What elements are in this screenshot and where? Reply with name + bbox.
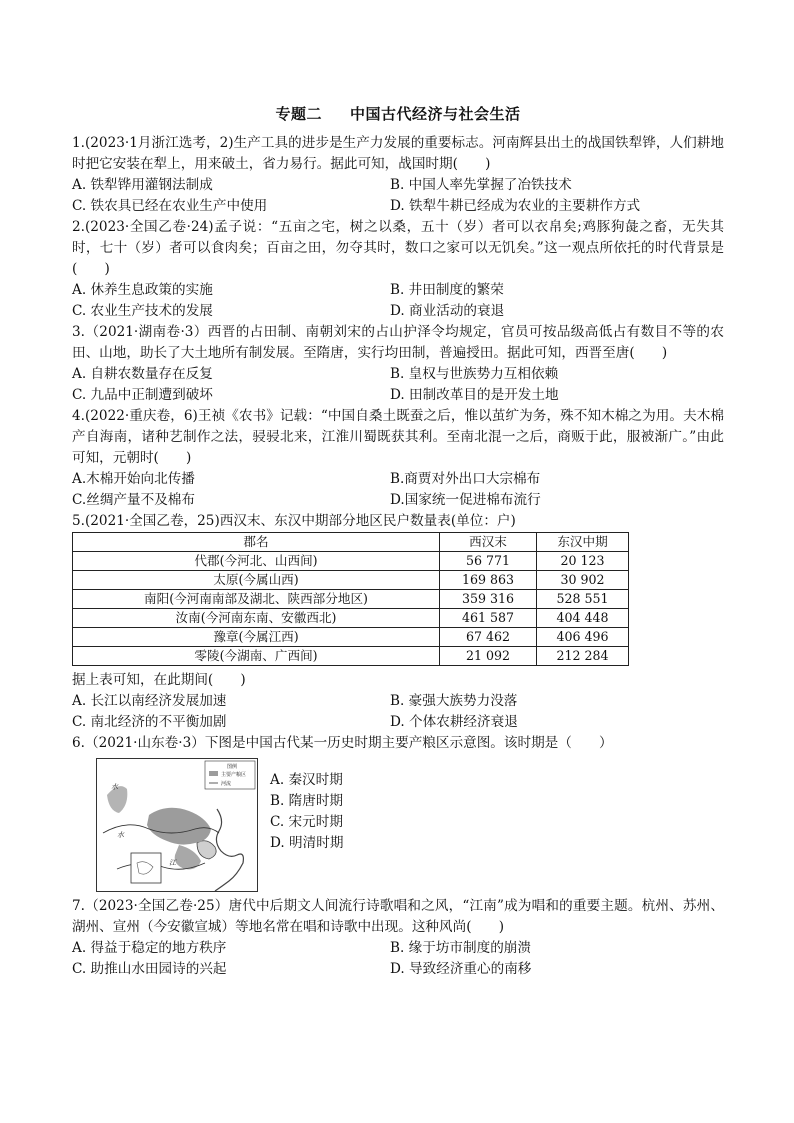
- options: [72, 938, 724, 980]
- option-d: D.国家统一促进棉布流行: [390, 492, 541, 508]
- question-4: [72, 406, 724, 511]
- option-a: A. 自耕农数量存在反复: [72, 366, 213, 382]
- table-row: [73, 552, 629, 571]
- table-cell: 461 587: [440, 609, 537, 628]
- option-d: D. 导致经济重心的南移: [390, 961, 532, 977]
- option-b: B. 中国人率先掌握了冶铁技术: [390, 177, 572, 193]
- option-a: A. 铁犁铧用灌钢法制成: [72, 177, 213, 193]
- map-graphic: [97, 759, 257, 891]
- option-c: C. 南北经济的不平衡加剧: [72, 714, 227, 730]
- question-5: [72, 511, 724, 733]
- question-stem: 4.(2022·重庆卷，6)王祯《农书》记载：“中国自桑土既蚕之后，惟以茧纩为务，殊不知木棉之为用。夫木棉产自海南，诸种艺制作之法，骎骎北来，江淮川蜀既获其利。至南北混一之后，商贩于此，服被渐广。”由此可知，元朝时( ): [72, 408, 724, 466]
- table-cell: 汝南(今河南东南、安徽西北): [73, 609, 440, 628]
- question-stem: 3.（2021·湖南卷·3）西晋的占田制、南朝刘宋的占山护泽令均规定，官员可按品级高低占有数目不等的农田、山地，助长了大土地所有制发展。至隋唐，实行均田制，普遍授田。据此可知，西晋至唐( ): [72, 324, 724, 361]
- question-stem: 6.（2021·山东卷·3）下图是中国古代某一历史时期主要产粮区示意图。该时期是（ ）: [72, 735, 613, 751]
- table-row: [73, 590, 629, 609]
- table-cell: 406 496: [537, 628, 629, 647]
- option-b: B.商贾对外出口大宗棉布: [390, 471, 541, 487]
- option-c: C. 农业生产技术的发展: [72, 303, 213, 319]
- option-c: C. 助推山水田园诗的兴起: [72, 961, 227, 977]
- table-cell: 404 448: [537, 609, 629, 628]
- document-page: [72, 104, 724, 980]
- question-stem: 2.(2023·全国乙卷·24)孟子说：“五亩之宅，树之以桑，五十（岁）者可以衣帛矣;鸡豚狗彘之畜，无失其时，七十（岁）者可以食肉矣；百亩之田，勿夺其时，数口之家可以无饥矣。”这一观点所依托的时代背景是( ): [72, 219, 724, 277]
- question-7: [72, 896, 724, 980]
- table-cell: 67 462: [440, 628, 537, 647]
- table-cell: 零陵(今湖南、广西间): [73, 647, 440, 666]
- option-b: B. 隋唐时期: [270, 793, 344, 809]
- question-prompt: 据上表可知，在此期间( ): [72, 672, 246, 688]
- question-1: [72, 133, 724, 217]
- table-row: [73, 609, 629, 628]
- table-header-row: [73, 533, 629, 552]
- page-title: [72, 104, 724, 125]
- title-part2: 中国古代经济与社会生活: [350, 105, 521, 123]
- options: [72, 175, 724, 217]
- option-c: C. 宋元时期: [270, 814, 343, 830]
- table-cell: 代郡(今河北、山西间): [73, 552, 440, 571]
- table-cell: 太原(今属山西): [73, 571, 440, 590]
- table-header: 东汉中期: [537, 533, 629, 552]
- option-b: B. 皇权与世族势力互相依赖: [390, 366, 559, 382]
- map-label: 江: [169, 859, 176, 867]
- option-b: B. 豪强大族势力没落: [390, 693, 518, 709]
- household-table: [72, 532, 629, 666]
- map-legend-river: 河流: [221, 781, 232, 787]
- option-b: B. 井田制度的繁荣: [390, 282, 504, 298]
- question-stem: 1.(2023·1月浙江选考，2)生产工具的进步是生产力发展的重要标志。河南辉县出土的战国铁犁铧，人们耕地时把它安装在犁上，用来破土，省力易行。据此可知，战国时期( ): [72, 135, 724, 172]
- option-d: D. 明清时期: [270, 835, 344, 851]
- question-6: [72, 733, 724, 896]
- table-header: 西汉末: [440, 533, 537, 552]
- map-legend-grain: 主要产粮区: [221, 772, 247, 778]
- table-cell: 21 092: [440, 647, 537, 666]
- map-legend-title: 图例: [227, 764, 238, 770]
- option-d: D. 商业活动的衰退: [390, 303, 505, 319]
- table-cell: 20 123: [537, 552, 629, 571]
- option-b: B. 缘于坊市制度的崩溃: [390, 940, 531, 956]
- option-d: D. 个体农耕经济衰退: [390, 714, 518, 730]
- option-a: A. 长江以南经济发展加速: [72, 693, 227, 709]
- table-cell: 359 316: [440, 590, 537, 609]
- grain-region-map: [96, 758, 258, 892]
- map-label: 水: [117, 831, 124, 839]
- question-stem: 5.(2021·全国乙卷，25)西汉末、东汉中期部分地区民户数量表(单位：户): [72, 513, 516, 529]
- table-row: [73, 628, 629, 647]
- option-c: C. 铁农具已经在农业生产中使用: [72, 198, 268, 214]
- question-3: [72, 322, 724, 406]
- option-d: D. 铁犁牛耕已经成为农业的主要耕作方式: [390, 198, 641, 214]
- map-label: 水: [111, 783, 118, 791]
- table-cell: 528 551: [537, 590, 629, 609]
- table-cell: 30 902: [537, 571, 629, 590]
- table-row: [73, 571, 629, 590]
- question-2: [72, 217, 724, 322]
- table-cell: 212 284: [537, 647, 629, 666]
- option-d: D. 田制改革目的是开发土地: [390, 387, 559, 403]
- table-row: [73, 647, 629, 666]
- option-c: C. 九品中正制遭到破坏: [72, 387, 213, 403]
- option-a: A. 秦汉时期: [270, 772, 343, 788]
- table-cell: 豫章(今属江西): [73, 628, 440, 647]
- options: [72, 691, 724, 733]
- options: [270, 770, 343, 854]
- question-stem: 7.（2023·全国乙卷·25）唐代中后期文人间流行诗歌唱和之风，“江南”成为唱和的重要主题。杭州、苏州、湖州、宣州（今安徽宣城）等地名常在唱和诗歌中出现。这种风尚( ): [72, 898, 724, 935]
- options: [72, 280, 724, 322]
- option-c: C.丝绸产量不及棉布: [72, 492, 195, 508]
- title-part1: 专题二: [275, 105, 322, 123]
- map-with-options: [72, 756, 724, 896]
- table-cell: 56 771: [440, 552, 537, 571]
- options: [72, 364, 724, 406]
- options: [72, 469, 724, 511]
- table-header: 郡名: [73, 533, 440, 552]
- table-cell: 南阳(今河南南部及湖北、陕西部分地区): [73, 590, 440, 609]
- option-a: A. 休养生息政策的实施: [72, 282, 213, 298]
- table-cell: 169 863: [440, 571, 537, 590]
- option-a: A. 得益于稳定的地方秩序: [72, 940, 227, 956]
- option-a: A.木棉开始向北传播: [72, 471, 195, 487]
